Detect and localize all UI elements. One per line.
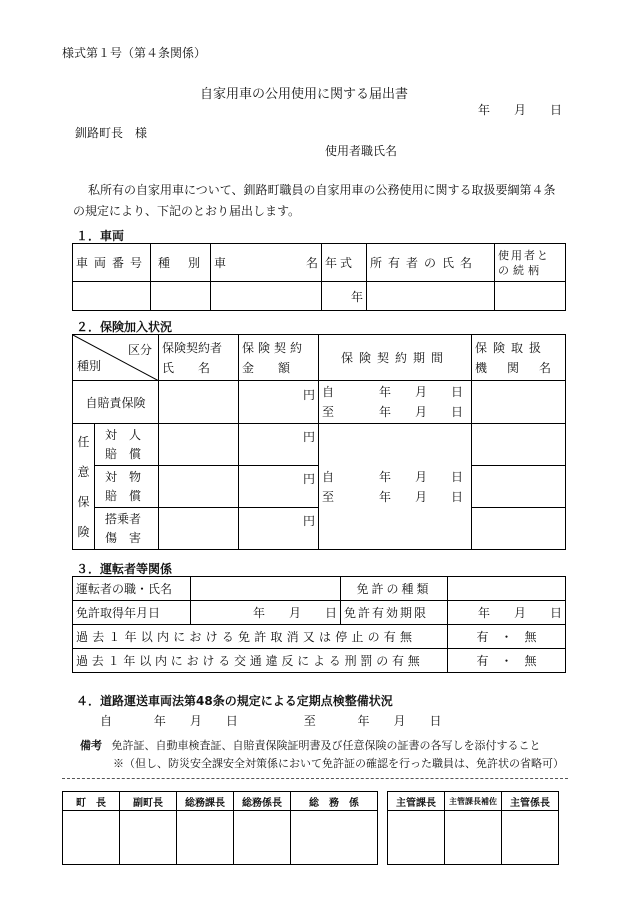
body-line-1: 私所有の自家用車について、釧路町職員の自家用車の公務使用に関する取扱要綱第４条 xyxy=(88,183,556,197)
from-label: 自 xyxy=(322,385,335,399)
agency-line2: 機 関 名 xyxy=(475,360,556,375)
model-year-field[interactable] xyxy=(322,282,367,311)
remarks-text1: 免許証、自動車検査証、自賠責保険証明書及び任意保険の証書の各写しを添付すること xyxy=(111,739,541,752)
addressee: 釧路町長 様 xyxy=(75,126,148,140)
license-type-label: 免許の種類 xyxy=(341,577,448,601)
remarks-label: 備考 xyxy=(80,739,102,752)
stamp-header-gm-director: 総務課長 xyxy=(177,792,234,811)
type-label: 種別 xyxy=(77,359,102,373)
tojo-agency-field[interactable] xyxy=(472,508,566,550)
violation-label: 過去１年以内における交通違反による刑罰の有無 xyxy=(73,649,448,673)
violation-yesno[interactable]: 有 ・ 無 xyxy=(448,649,566,673)
vehicle-name-field[interactable] xyxy=(211,282,322,311)
inspection-period xyxy=(100,712,442,729)
taijin-label xyxy=(95,424,159,466)
header-category xyxy=(73,335,159,381)
stamp-header-dept-chief: 主管係長 xyxy=(502,792,559,811)
stamp-header-gm-staff: 総 務 係 xyxy=(291,792,378,811)
taijin-holder-field[interactable] xyxy=(159,424,239,466)
stamp-header-dept-director: 主管課長 xyxy=(388,792,445,811)
taibutsu-line2: 賠 償 xyxy=(105,488,142,503)
yen-unit: 円 xyxy=(302,430,315,444)
relationship-field[interactable] xyxy=(495,282,566,311)
nini-char-4: 険 xyxy=(77,524,90,539)
stamp-box-dept-director[interactable] xyxy=(388,811,445,865)
nini-char-1: 任 xyxy=(77,434,90,449)
page-title: 自家用車の公用使用に関する届出書 xyxy=(200,87,409,102)
inspection-from-label: 自 xyxy=(100,714,113,728)
inspection-to-label: 至 xyxy=(303,714,316,728)
to-label: 至 xyxy=(322,489,335,504)
from-label: 自 xyxy=(322,469,335,484)
stamp-box-gm-director[interactable] xyxy=(177,811,234,865)
tojo-holder-field[interactable] xyxy=(159,508,239,550)
stamp-box-gm-chief[interactable] xyxy=(234,811,291,865)
stamp-header-gm-chief: 総務係長 xyxy=(234,792,291,811)
stamp-header-deputy: 副町長 xyxy=(120,792,177,811)
header-period: 保険契約期間 xyxy=(319,335,472,381)
vehicle-name-char-b: 名 xyxy=(305,256,318,270)
jibai-holder-field[interactable] xyxy=(159,381,239,424)
license-valid-label: 免許有効期限 xyxy=(341,601,448,625)
body-line-2: の規定により、下記のとおり届出します。 xyxy=(73,204,301,218)
license-date-label: 免許取得年月日 xyxy=(73,601,191,625)
yen-unit: 円 xyxy=(302,388,315,402)
header-agency xyxy=(472,335,566,381)
license-valid-field[interactable] xyxy=(448,601,566,625)
taijin-line2: 賠 償 xyxy=(105,446,142,461)
section-title-driver: ３．運転者等関係 xyxy=(76,562,173,576)
nini-period-from xyxy=(322,467,468,487)
taibutsu-line1: 対 物 xyxy=(105,469,142,484)
from-date: 年 月 日 xyxy=(379,385,464,399)
nini-char-3: 保 xyxy=(77,494,90,509)
header-relationship xyxy=(495,244,566,282)
tojo-label xyxy=(95,508,159,550)
period-to xyxy=(322,402,468,422)
vehicle-name-char-a: 車 xyxy=(214,256,227,270)
policyholder-line2: 氏 名 xyxy=(162,360,211,375)
agency-line1: 保険取扱 xyxy=(475,340,548,355)
remarks-line1 xyxy=(80,737,541,753)
inspection-to-date: 年 月 日 xyxy=(357,714,442,728)
relationship-line1: 使用者と xyxy=(498,248,550,262)
header-policyholder xyxy=(159,335,239,381)
vehicle-type-field[interactable] xyxy=(151,282,211,311)
vehicle-table xyxy=(72,243,566,311)
header-owner-name: 所有者の氏名 xyxy=(367,244,495,282)
stamp-box-gm-staff[interactable] xyxy=(291,811,378,865)
amount-line1: 保険契約 xyxy=(242,340,307,355)
amount-line2: 金 額 xyxy=(242,360,291,375)
stamp-header-mayor: 町 長 xyxy=(63,792,120,811)
insurance-table xyxy=(72,334,566,550)
vehicle-number-field[interactable] xyxy=(73,282,151,311)
jibai-label: 自賠責保険 xyxy=(73,381,159,424)
yen-unit: 円 xyxy=(302,514,315,528)
taijin-line1: 対 人 xyxy=(105,427,142,442)
taibutsu-holder-field[interactable] xyxy=(159,466,239,508)
nini-period-to xyxy=(322,487,468,507)
jibai-agency-field[interactable] xyxy=(472,381,566,424)
date-line: 年 月 日 xyxy=(478,103,563,117)
to-date: 年 月 日 xyxy=(379,489,464,504)
category-label: 区分 xyxy=(127,343,152,357)
to-date: 年 月 日 xyxy=(379,405,464,419)
header-vehicle-type: 種 別 xyxy=(151,244,211,282)
ymd-text: 年 月 日 xyxy=(477,606,562,620)
header-vehicle-name xyxy=(211,244,322,282)
driver-field[interactable] xyxy=(191,577,341,601)
stamp-box-dept-chief[interactable] xyxy=(502,811,559,865)
driver-label: 運転者の職・氏名 xyxy=(73,577,191,601)
driver-table xyxy=(72,576,566,673)
nini-label xyxy=(73,424,95,550)
revoke-label: 過去１年以内における免許取消又は停止の有無 xyxy=(73,625,448,649)
period-from xyxy=(322,382,468,402)
owner-name-field[interactable] xyxy=(367,282,495,311)
approval-stamps-right xyxy=(387,791,559,865)
from-date: 年 月 日 xyxy=(379,469,464,484)
year-suffix: 年 xyxy=(350,289,363,304)
license-date-field[interactable] xyxy=(191,601,341,625)
ymd-text: 年 月 日 xyxy=(252,606,337,620)
taibutsu-label xyxy=(95,466,159,508)
tojo-line1: 搭乗者 xyxy=(105,511,142,526)
license-type-field[interactable] xyxy=(448,577,566,601)
form-number: 様式第１号（第４条関係） xyxy=(62,46,207,60)
policyholder-line1: 保険契約者 xyxy=(162,340,223,355)
yen-unit: 円 xyxy=(302,472,315,486)
tojo-line2: 傷 害 xyxy=(105,530,142,545)
section-title-vehicle: １．車両 xyxy=(76,229,125,243)
revoke-yesno[interactable]: 有 ・ 無 xyxy=(448,625,566,649)
nini-period-field[interactable] xyxy=(319,424,472,550)
header-vehicle-number: 車両番号 xyxy=(73,244,151,282)
header-amount xyxy=(239,335,319,381)
header-model-year: 年式 xyxy=(322,244,367,282)
to-label: 至 xyxy=(322,405,335,419)
remarks-line2: ※（但し、防災安全課安全対策係において免許証の確認を行った職員は、免許状の省略可） xyxy=(113,757,564,770)
stamp-box-mayor[interactable] xyxy=(63,811,120,865)
jibai-period-field[interactable] xyxy=(319,381,472,424)
taijin-agency-field[interactable] xyxy=(472,424,566,466)
tojo-amount-field[interactable] xyxy=(239,508,319,550)
inspection-from-date: 年 月 日 xyxy=(153,714,238,728)
dashed-divider xyxy=(62,778,568,779)
taijin-amount-field[interactable] xyxy=(239,424,319,466)
relationship-line2: の続柄 xyxy=(498,263,543,277)
section-title-inspection: ４．道路運送車両法第48条の規定による定期点検整備状況 xyxy=(76,694,393,708)
approval-stamps-left xyxy=(62,791,378,865)
stamp-box-dept-assistant[interactable] xyxy=(445,811,502,865)
stamp-header-dept-assistant: 主管課長補佐 xyxy=(445,792,502,811)
section-title-insurance: ２．保険加入状況 xyxy=(76,320,173,334)
jibai-amount-field[interactable] xyxy=(239,381,319,424)
taibutsu-amount-field[interactable] xyxy=(239,466,319,508)
nini-char-2: 意 xyxy=(77,464,90,479)
stamp-box-deputy[interactable] xyxy=(120,811,177,865)
applicant-label: 使用者職氏名 xyxy=(325,144,398,158)
taibutsu-agency-field[interactable] xyxy=(472,466,566,508)
